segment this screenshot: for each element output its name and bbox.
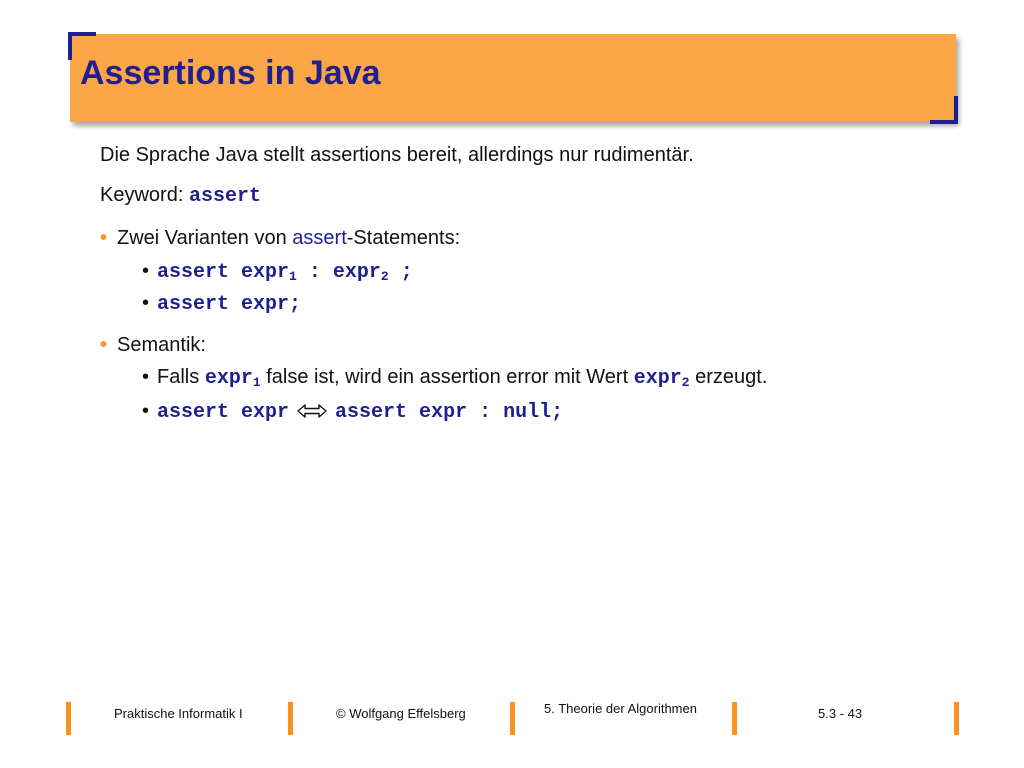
- variant-2: [142, 292, 301, 316]
- variants-suffix: -Statements:: [346, 227, 461, 249]
- variants-highlight: assert: [292, 227, 347, 249]
- footer-divider: [66, 702, 71, 735]
- footer-divider: [288, 702, 293, 735]
- keyword-value: assert: [188, 185, 261, 208]
- corner-mark-top-left-vertical: [68, 32, 72, 60]
- semantics-item-2: [142, 400, 563, 424]
- footer-divider: [732, 702, 737, 735]
- variant-1: [142, 260, 413, 284]
- title-banner: [70, 34, 956, 122]
- footer-page-number: 5.3 - 43: [818, 706, 863, 721]
- bullet-icon: •: [100, 334, 108, 356]
- corner-mark-top-left: [68, 32, 96, 36]
- footer-divider: [954, 702, 959, 735]
- semantics-item-1: • Falls expr$_1$ false ist, wird ein assertion error mit Wert expr$_2$ erzeugt.: [142, 366, 768, 390]
- footer-divider: [510, 702, 515, 735]
- slide-title: Assertions in Java: [80, 54, 381, 92]
- keyword-line: [100, 184, 261, 208]
- keyword-label: Keyword:: [100, 184, 189, 206]
- variant-2-code: assert expr;: [157, 293, 302, 316]
- variant-1-code: assert expr$_1$ : expr$_2$ ;: [157, 261, 413, 284]
- equivalence-right: assert expr : null;: [335, 401, 564, 424]
- variants-bullet: [100, 227, 460, 250]
- corner-mark-bottom-right-vertical: [954, 96, 958, 124]
- sub-bullet-icon: •: [142, 260, 150, 282]
- variants-prefix: Zwei Varianten von: [117, 227, 293, 249]
- semantics-label: Semantik:: [117, 334, 206, 356]
- semantics-bullet: [100, 334, 206, 357]
- sub-bullet-icon: •: [142, 366, 150, 388]
- sub-bullet-icon: •: [142, 292, 150, 314]
- footer-chapter: 5. Theorie der Algorithmen: [544, 701, 697, 716]
- footer-author: © Wolfgang Effelsberg: [336, 706, 466, 721]
- slide-footer: [0, 690, 1024, 740]
- bullet-icon: •: [100, 227, 108, 249]
- double-arrow-icon: [297, 404, 327, 418]
- footer-course: Praktische Informatik I: [114, 706, 243, 721]
- equivalence-left: assert expr: [157, 401, 290, 424]
- intro-text: Die Sprache Java stellt assertions bereit, allerdings nur rudimentär.: [100, 144, 694, 166]
- sub-bullet-icon: •: [142, 400, 150, 422]
